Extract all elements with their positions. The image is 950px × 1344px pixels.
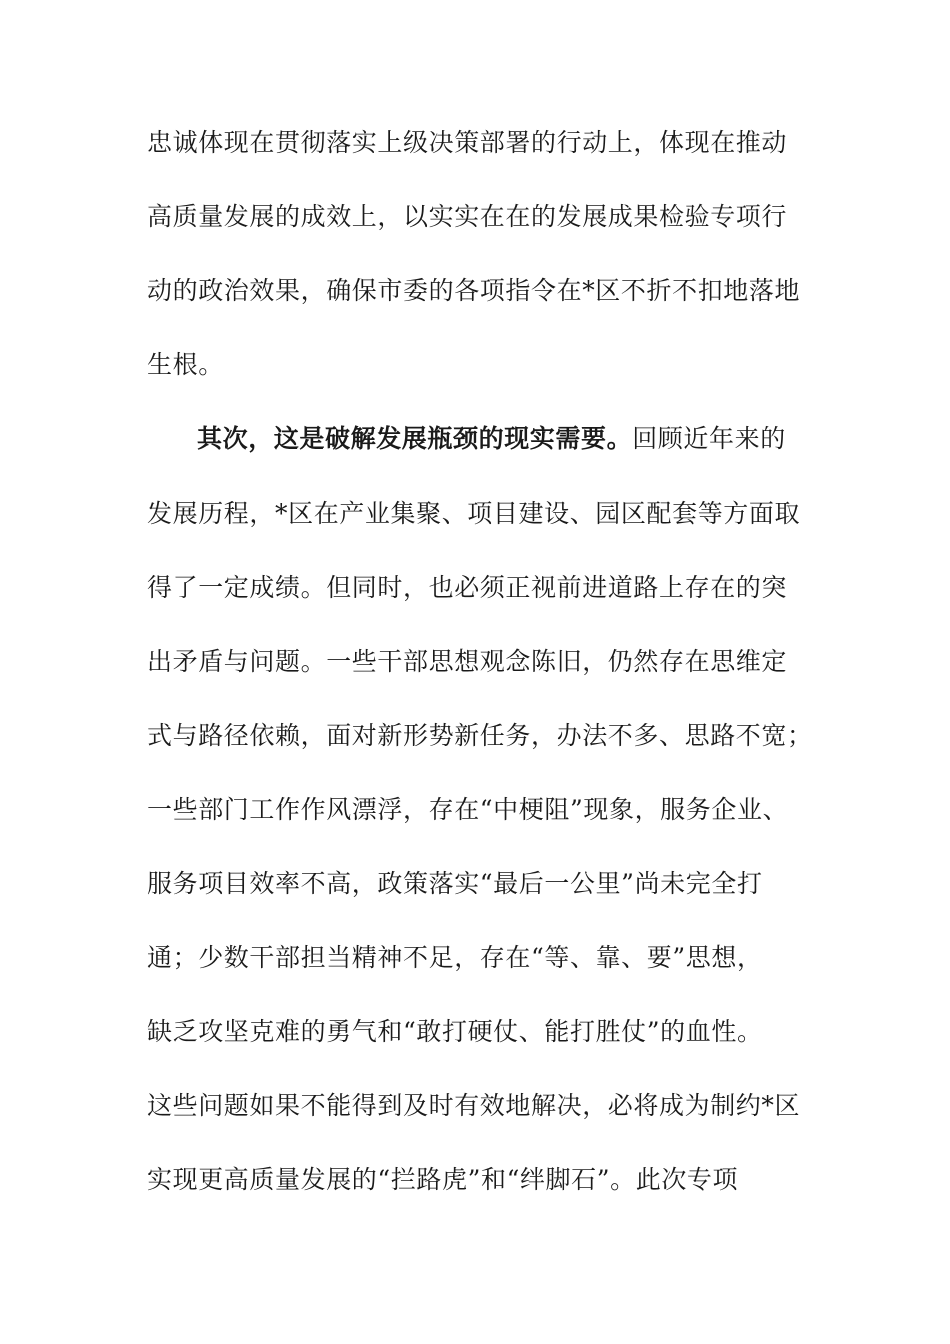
paragraph-line: 服务项目效率不高，政策落实“最后一公里”尚未完全打	[147, 869, 763, 898]
paragraph-line: 出矛盾与问题。一些干部思想观念陈旧，仍然存在思维定	[147, 647, 788, 676]
paragraph-line: 实现更高质量发展的“拦路虎”和“绊脚石”。此次专项	[147, 1165, 739, 1194]
paragraph-line: 缺乏攻坚克难的勇气和“敢打硬仗、能打胜仗”的血性。	[147, 1017, 763, 1046]
paragraph-heading-continuation: 回顾近年来的	[632, 424, 786, 453]
paragraph-line: 生根。	[147, 350, 224, 379]
paragraph-line: 高质量发展的成效上，以实实在在的发展成果检验专项行	[147, 202, 788, 231]
paragraph-line: 通；少数干部担当精神不足，存在“等、靠、要”思想，	[147, 943, 763, 972]
paragraph-line: 发展历程，*区在产业集聚、项目建设、园区配套等方面取	[147, 499, 801, 528]
paragraph-first-line	[197, 423, 857, 455]
paragraph-line: 动的政治效果，确保市委的各项指令在*区不折不扣地落地	[147, 276, 801, 305]
paragraph-line: 忠诚体现在贯彻落实上级决策部署的行动上，体现在推动	[147, 128, 788, 157]
paragraph-line: 这些问题如果不能得到及时有效地解决，必将成为制约*区	[147, 1091, 801, 1120]
paragraph-line: 得了一定成绩。但同时，也必须正视前进道路上存在的突	[147, 573, 788, 602]
paragraph-heading: 其次，这是破解发展瓶颈的现实需要。	[197, 424, 633, 453]
paragraph-line: 式与路径依赖，面对新形势新任务，办法不多、思路不宽；	[147, 721, 813, 750]
paragraph-line: 一些部门工作作风漂浮，存在“中梗阻”现象，服务企业、	[147, 795, 789, 824]
